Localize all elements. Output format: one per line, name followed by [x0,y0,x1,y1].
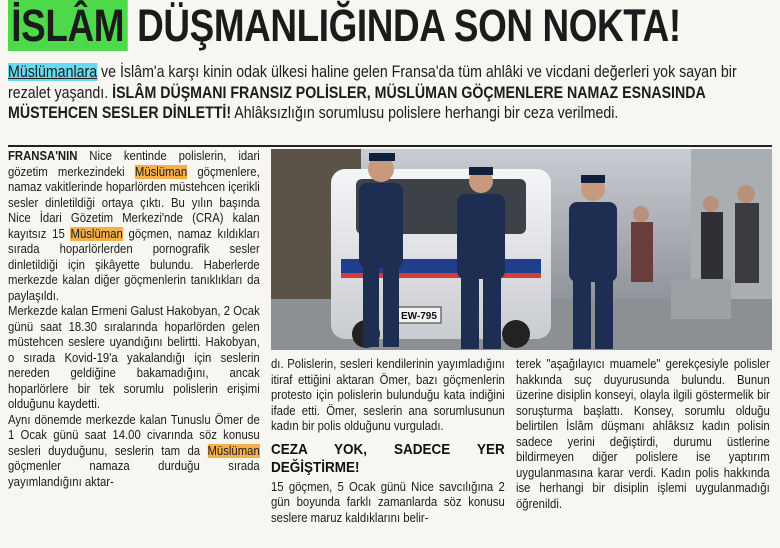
col1-text: Nice kentinde polislerin, idari gözetim merkezindeki [8,149,260,179]
col1-text: Aynı dönemde merkezde kalan Tunuslu Ömer de 1 Ocak günü saat 14.00 civarında söz konusu sesleri duyduğunu, seslerin tam da [8,412,260,458]
col1-para-3 [8,413,260,491]
col1-text: göçmen, namaz kıldıkları sırada hoparlörlerden pornografik sesler dinletildiği için şikâyette bulundu. Haberlerde merkezde kalan diğer göçmenlerin tanıklıkları da paylaşıldı. [8,226,260,303]
highlight-muslim: Müslüman [134,164,188,179]
headline-rest: DÜŞMANLIĞINDA SON NOKTA! [127,0,681,51]
highlight-muslim: Müslüman [207,443,260,458]
dateline: FRANSA'NIN [8,149,78,163]
lead-paragraph [8,62,772,124]
headline-highlight: İSLÂM [8,0,127,51]
lead-text-1: ve İslâm'a karşı kinin odak ülkesi haline gelen Fransa'da tüm ahlâki ve vicdani değerleri yok sayan bir rezalet yaşandı. [8,63,737,102]
police-photo-illustration [271,149,772,350]
column-1 [8,149,260,490]
col1-para-2: Merkezde kalan Ermeni Galust Hakobyan, 2 Ocak günü saat 18.30 sıralarında hoparlörden gelen müstehcen seslere uyandığını belirtti. Hakobyan, o sırada Kovid-19'a yakalandığı için seslerin nereden geldiğine bakamadığını, ancak hoparlörlere bir tek sorumlu polislerin erişimi olduğunu kaydetti. [8,304,260,411]
col1-para-1 [8,149,260,304]
news-photo [271,149,772,350]
lead-bold: İSLÂM DÜŞMANI FRANSIZ POLİSLER, MÜSLÜMAN GÖÇMENLERE NAMAZ ESNASINDA MÜSTEHCEN SESLER DİNLETTİ! [8,83,706,122]
lead-highlight: Müslümanlara [8,63,98,81]
lead-text-2: Ahlâksızlığın sorumlusu polislere herhangi bir ceza verilmedi. [231,104,619,122]
divider [8,145,772,147]
column-2 [271,357,505,526]
subheading: CEZA YOK, SADECE YER DEĞİŞTİRME! [271,440,505,476]
col1-text: göçmenler namaza durduğu sırada yayımlandığını aktar- [8,459,260,489]
col2-para-1: dı. Polislerin, sesleri kendilerinin yayımladığını itiraf ettiğini aktaran Ömer, bazı göçmenlerin protesto için polislerin bulunduğu kata indiğini ifade etti. Ömer, seslerin ana sorumlusunun kadın bir polis olduğunu vurguladı. [271,357,505,433]
col1-text: göçmenlere, namaz vakitlerinde hoparlörden müstehcen içerikli sesler dinletildiği ortaya çıktı. Bu yılın başında Nice İdari Gözetim Merkezi'nde (CRA) kalan kayıtsız 15 [8,164,260,241]
col2-para-2: 15 göçmen, 5 Ocak günü Nice savcılığına 2 gün boyunda farklı zamanlarda söz konusu seslere maruz kaldıklarını belir- [271,479,505,525]
column-3 [516,357,770,512]
license-plate: EW-795 [401,311,437,322]
highlight-muslim: Müslüman [70,226,123,241]
headline [8,0,681,52]
col3-para-1: terek "aşağılayıcı muamele" gerekçesiyle polisler hakkında suç duyurusunda bulundu. Bunun üzerine disiplin konseyi, olayla ilgili göstermelik bir soruşturma başlattı. Konsey, sorumlu olduğu belirtilen İslâm düşmanı ahlâksız kadın polisin sadece yerini değiştirdi, durumu üstlerine bildirmeyen diğer polislere ise yaptırım uygulanmasına karar verdi. Kadın polis hakkında ise herhangi bir disiplin işlemi uygulanmadığı öğrenildi. [516,357,770,511]
